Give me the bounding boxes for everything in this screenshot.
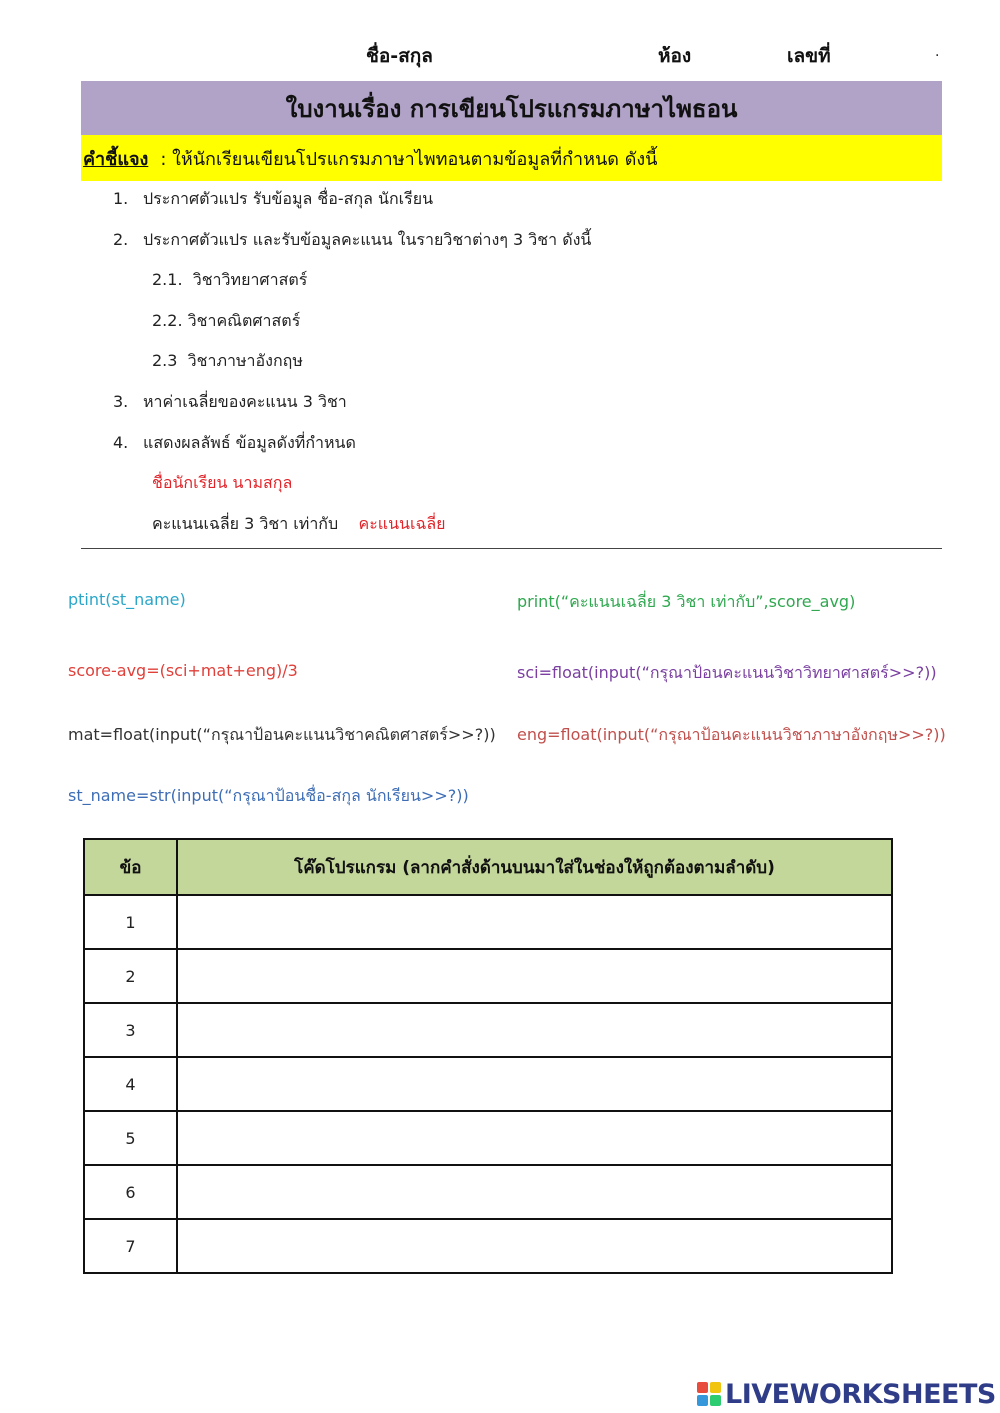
header-dot: . [935,44,940,60]
title-banner [81,81,942,135]
name-label: ชื่อ-สกุล [366,45,433,67]
step-1 [113,187,433,212]
step-4-num: 4. [113,433,129,452]
code-input-english[interactable]: eng=float(input(“กรุณาป้อนคะแนนวิชาภาษาอังกฤษ>>?)) [517,725,946,744]
output-average-line [152,512,446,537]
step-4-text: แสดงผลลัพธ์ ข้อมูลดังที่กำหนด [143,433,356,452]
table-header-row [84,839,892,895]
drop-zone[interactable] [177,1057,892,1111]
table-row [84,1219,892,1273]
step-2-text: ประกาศตัวแปร และรับข้อมูลคะแนน ในรายวิชาต่างๆ 3 วิชา ดังนี้ [143,230,592,249]
answer-table [83,838,893,1274]
row-number: 4 [84,1057,177,1111]
drop-zone[interactable] [177,949,892,1003]
instruction-label: คำชี้แจง [83,148,149,170]
instruction-banner [81,135,942,181]
code-input-science[interactable]: sci=float(input(“กรุณาป้อนคะแนนวิชาวิทยาศาสตร์>>?)) [517,663,937,682]
step-2-1-text: วิชาวิทยาศาสตร์ [192,270,308,289]
code-print-average[interactable]: print(“คะแนนเฉลี่ย 3 วิชา เท่ากับ”,score_avg) [517,592,856,611]
divider [81,548,942,549]
table-row [84,895,892,949]
step-3-num: 3. [113,392,129,411]
step-2-1 [152,268,307,293]
step-1-num: 1. [113,189,129,208]
drop-zone[interactable] [177,1219,892,1273]
step-4 [113,431,356,456]
row-number: 7 [84,1219,177,1273]
liveworksheets-logo [697,1378,996,1410]
row-number: 3 [84,1003,177,1057]
row-number: 6 [84,1165,177,1219]
code-compute-average[interactable]: score-avg=(sci+mat+eng)/3 [68,661,298,680]
col-code-header: โค๊ดโปรแกรม (ลากคำสั่งด้านบนมาใส่ในช่องให้ถูกต้องตามลำดับ) [177,839,892,895]
step-2-3-text: วิชาภาษาอังกฤษ [187,351,303,370]
page-title: ใบงานเรื่อง การเขียนโปรแกรมภาษาไพธอน [285,94,738,123]
row-number: 1 [84,895,177,949]
step-2-3-num: 2.3 [152,351,178,370]
step-3 [113,390,347,415]
step-2-2-text: วิชาคณิตศาสตร์ [187,311,301,330]
drop-zone[interactable] [177,1111,892,1165]
row-number: 5 [84,1111,177,1165]
room-label: ห้อง [658,45,692,67]
step-3-text: หาค่าเฉลี่ยของคะแนน 3 วิชา [143,392,347,411]
output-average-label: คะแนนเฉลี่ย 3 วิชา เท่ากับ [152,514,339,533]
step-2-3 [152,349,303,374]
drop-zone[interactable] [177,1165,892,1219]
code-input-name[interactable]: st_name=str(input(“กรุณาป้อนชื่อ-สกุล นักเรียน>>?)) [68,786,469,805]
instruction-text: : ให้นักเรียนเขียนโปรแกรมภาษาไพทอนตามข้อมูลที่กำหนด ดังนี้ [160,148,658,170]
row-number: 2 [84,949,177,1003]
drop-zone[interactable] [177,1003,892,1057]
col-no-header: ข้อ [84,839,177,895]
output-student-name: ชื่อนักเรียน นามสกุล [152,473,293,492]
table-row [84,1057,892,1111]
code-input-math[interactable]: mat=float(input(“กรุณาป้อนคะแนนวิชาคณิตศาสตร์>>?)) [68,725,496,744]
step-1-text: ประกาศตัวแปร รับข้อมูล ชื่อ-สกุล นักเรียน [143,189,434,208]
output-average-value: คะแนนเฉลี่ย [358,514,446,533]
code-print-name[interactable]: ptint(st_name) [68,590,186,609]
step-2-2-num: 2.2. [152,311,183,330]
drop-zone[interactable] [177,895,892,949]
step-2-num: 2. [113,230,129,249]
brand-name: LIVEWORKSHEETS [725,1378,996,1410]
step-2 [113,228,591,253]
table-row [84,1165,892,1219]
number-label: เลขที่ [787,45,831,67]
logo-blocks-icon [697,1382,721,1406]
table-row [84,1003,892,1057]
step-2-2 [152,309,300,334]
table-row [84,1111,892,1165]
table-row [84,949,892,1003]
step-2-1-num: 2.1. [152,270,183,289]
